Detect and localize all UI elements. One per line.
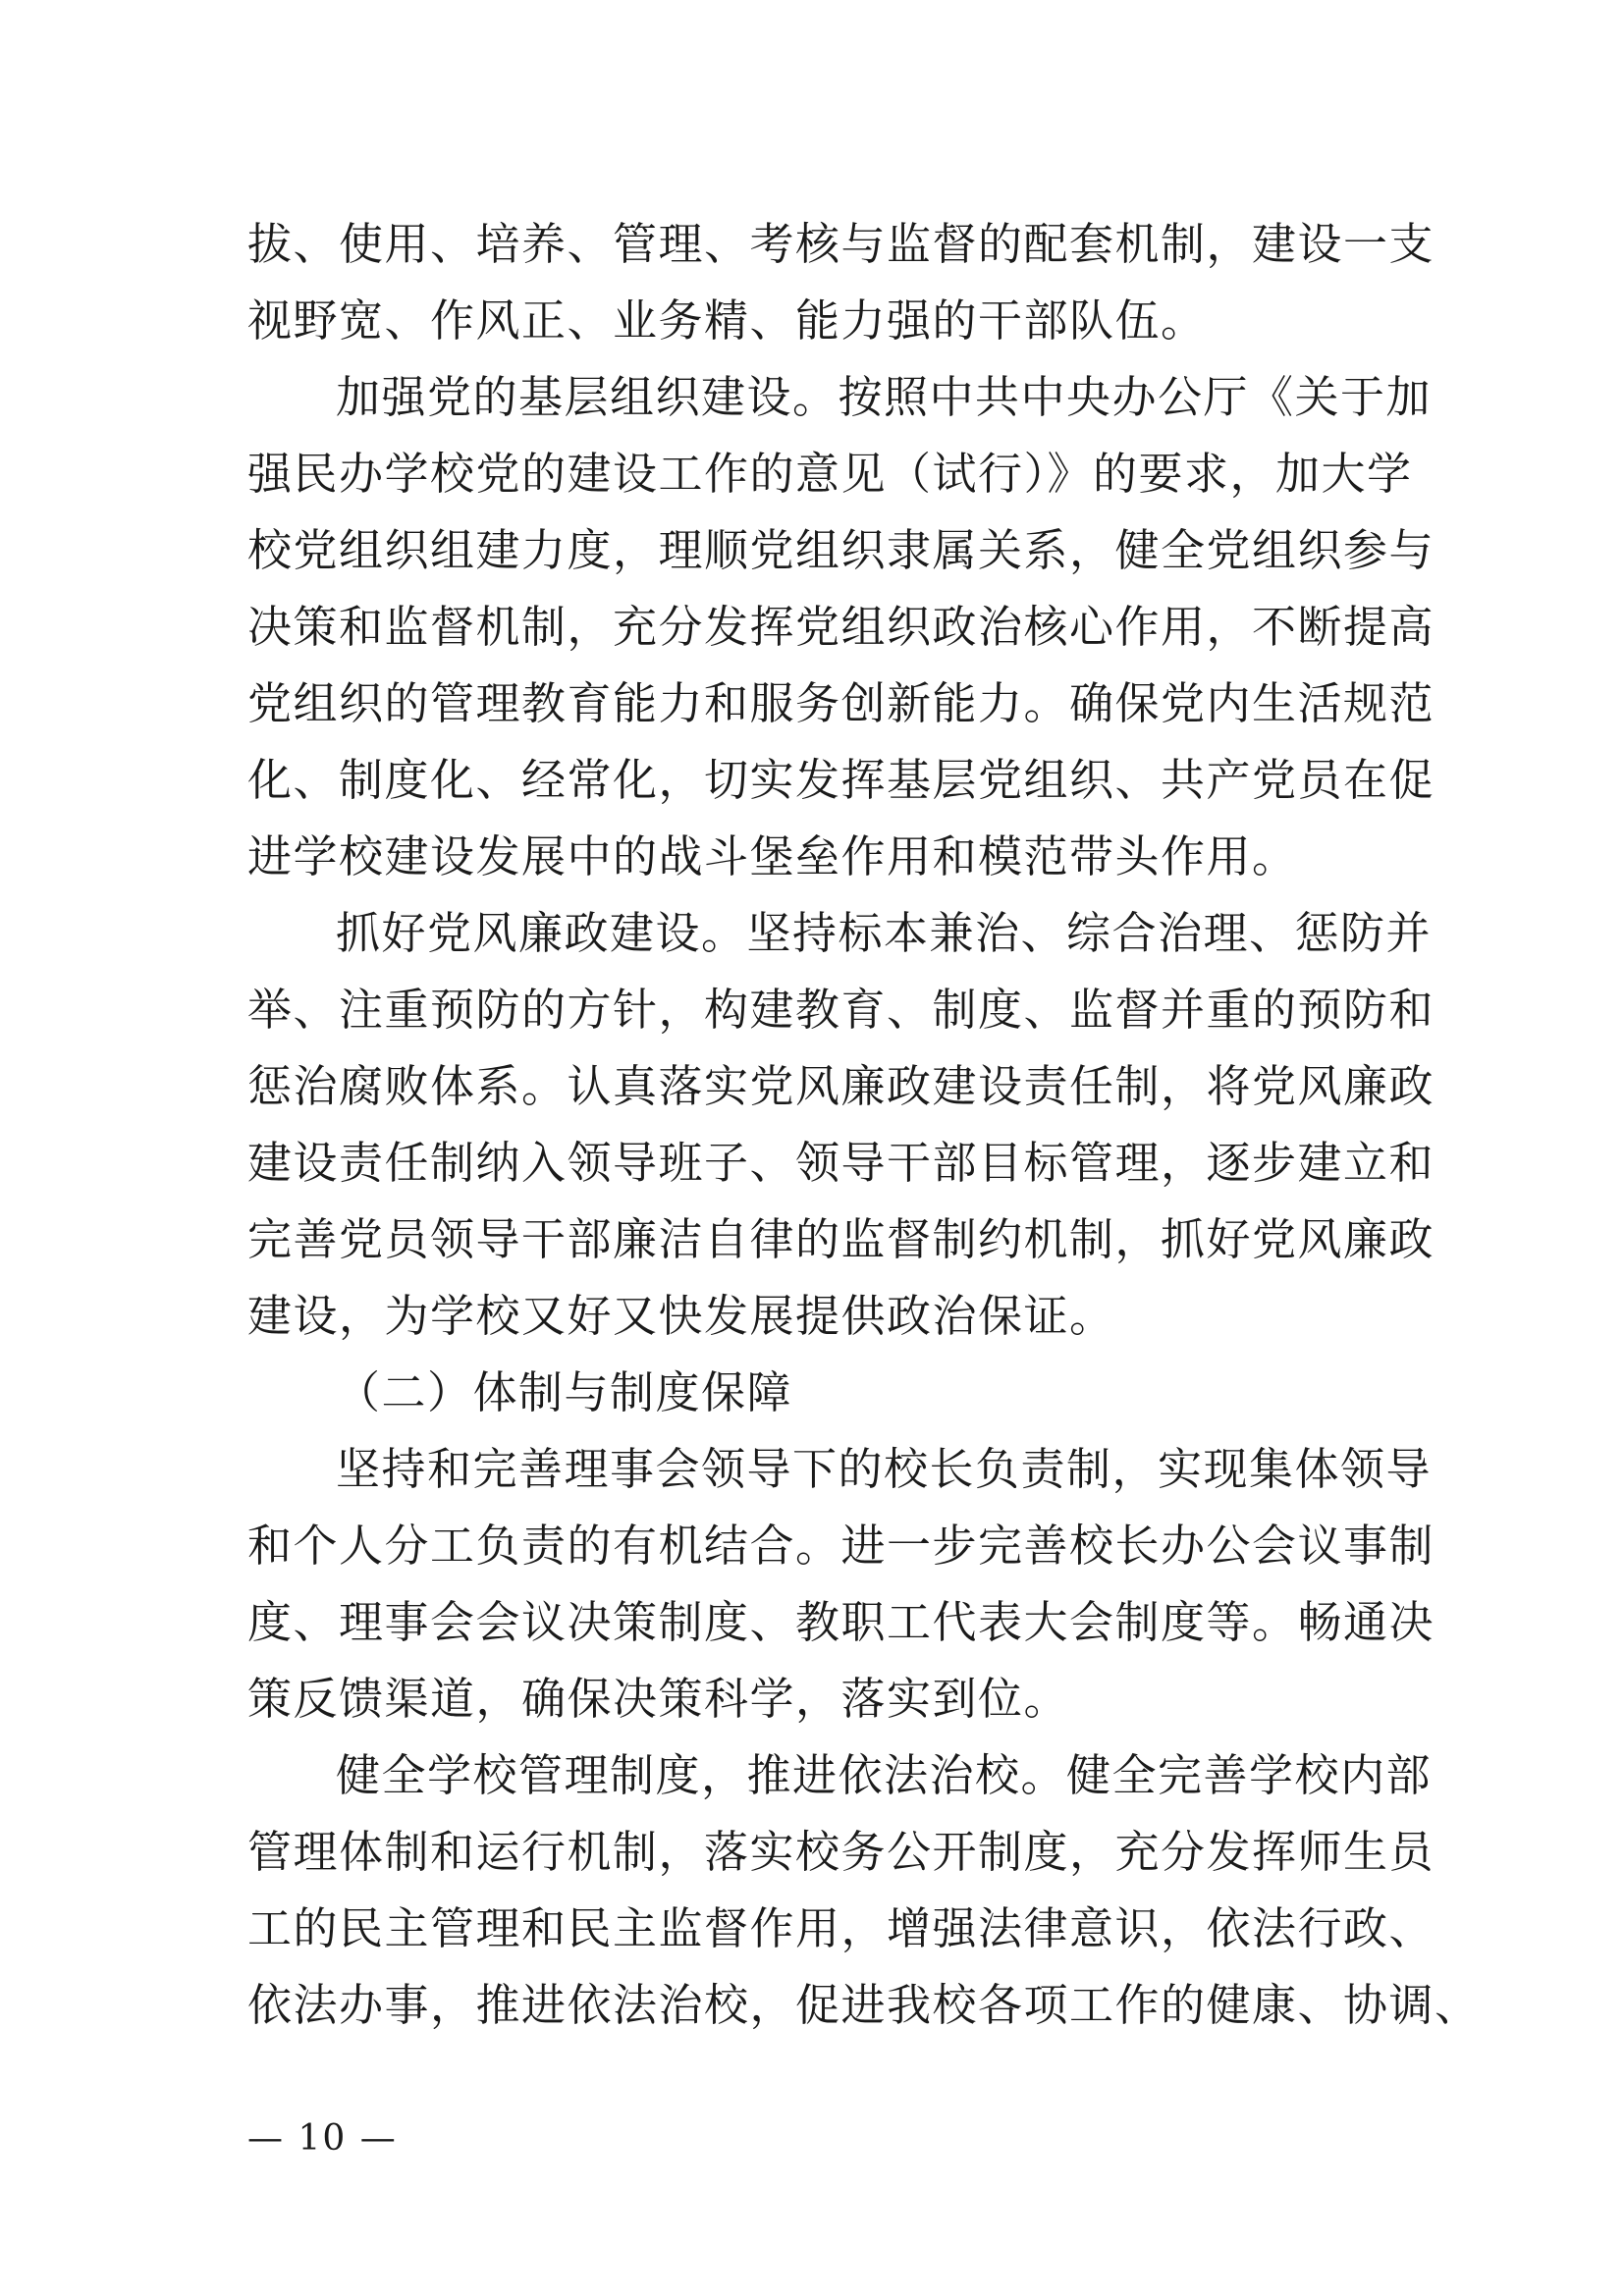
- text-line: 策反馈渠道，确保决策科学，落实到位。: [247, 1673, 1070, 1725]
- text-line: 视野宽、作风正、业务精、能力强的干部队伍。: [247, 294, 1207, 347]
- text-line: 化、制度化、经常化，切实发挥基层党组织、共产党员在促: [247, 754, 1435, 806]
- text-line: 拔、使用、培养、管理、考核与监督的配套机制，建设一支: [247, 218, 1435, 270]
- paragraph-first-line: 加强党的基层组织建设。按照中共中央办公厅《关于加: [336, 371, 1433, 423]
- paragraph-first-line: 健全学校管理制度，推进依法治校。健全完善学校内部: [336, 1749, 1433, 1801]
- text-line: 工的民主管理和民主监督作用，增强法律意识，依法行政、: [247, 1902, 1435, 1954]
- paragraph-first-line: 抓好党风廉政建设。坚持标本兼治、综合治理、惩防并: [336, 907, 1433, 959]
- section-heading: （二）体制与制度保障: [336, 1366, 793, 1418]
- text-line: 举、注重预防的方针，构建教育、制度、监督并重的预防和: [247, 984, 1435, 1036]
- text-line: 建设责任制纳入领导班子、领导干部目标管理，逐步建立和: [247, 1137, 1435, 1189]
- text-line: 校党组织组建力度，理顺党组织隶属关系，健全党组织参与: [247, 524, 1435, 576]
- text-line: 惩治腐败体系。认真落实党风廉政建设责任制，将党风廉政: [247, 1060, 1435, 1112]
- text-line: 度、理事会会议决策制度、教职工代表大会制度等。畅通决: [247, 1596, 1435, 1648]
- text-line: 建设，为学校又好又快发展提供政治保证。: [247, 1290, 1115, 1342]
- text-line: 和个人分工负责的有机结合。进一步完善校长办公会议事制: [247, 1520, 1435, 1572]
- text-line: 进学校建设发展中的战斗堡垒作用和模范带头作用。: [247, 830, 1298, 882]
- text-line: 完善党员领导干部廉洁自律的监督制约机制，抓好党风廉政: [247, 1213, 1435, 1265]
- document-body: [247, 206, 1481, 2044]
- text-line: 依法办事，推进依法治校，促进我校各项工作的健康、协调、: [247, 1979, 1481, 2031]
- paragraph-first-line: 坚持和完善理事会领导下的校长负责制，实现集体领导: [336, 1443, 1433, 1495]
- page-number: — 10 —: [247, 2118, 398, 2159]
- text-line: 决策和监督机制，充分发挥党组织政治核心作用，不断提高: [247, 601, 1435, 653]
- text-line: 强民办学校党的建设工作的意见（试行）》的要求，加大学: [247, 448, 1413, 500]
- text-line: 党组织的管理教育能力和服务创新能力。确保党内生活规范: [247, 677, 1435, 729]
- text-line: 管理体制和运行机制，落实校务公开制度，充分发挥师生员: [247, 1826, 1435, 1878]
